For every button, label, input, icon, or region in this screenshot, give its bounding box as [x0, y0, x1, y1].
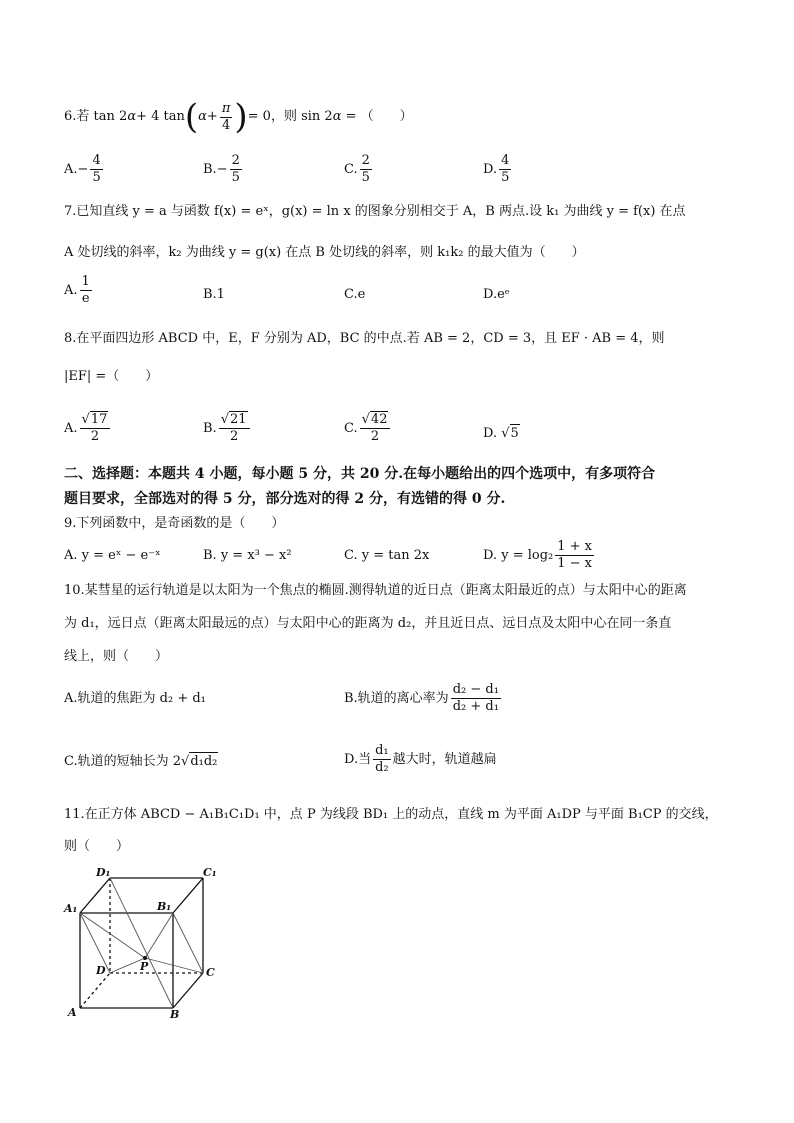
label-p: P: [140, 960, 149, 973]
q8-line2: |EF| =（ ）: [64, 369, 159, 384]
q11-line2: 则（ ）: [64, 839, 130, 854]
section2-heading-line2: 题目要求，全部选对的得 5 分，部分选对的得 2 分，有选错的得 0 分.: [64, 491, 506, 507]
q7-option-a: A. $\frac{1}{e}$: [64, 274, 90, 306]
q8-option-b: B. $\frac{√21}{2}$: [203, 412, 252, 445]
q6-number: 6.: [64, 109, 77, 124]
q7-line2: A 处切线的斜率，k₂ 为曲线 y = g(x) 在点 B 处切线的斜率，则 k₁k₂ 的最大值为（ ）: [64, 245, 585, 260]
q6-formula: tan 2 α + 4 tan ( α + $\frac{\pi}{4}$ ) = 0: [89, 97, 271, 137]
q6-option-c: C. $\frac{2}{5}$: [344, 153, 370, 185]
q8-option-c: C. $\frac{√42}{2}$: [344, 412, 392, 445]
label-a: A: [68, 1006, 77, 1019]
q9-option-c: C. y = tan 2x: [344, 548, 430, 563]
cube-figure: [60, 866, 230, 1026]
q9-option-a: A. y = eˣ − e⁻ˣ: [64, 548, 161, 563]
q9-stem: 9.下列函数中，是奇函数的是（ ）: [64, 516, 285, 531]
q8-line1: 8.在平面四边形 ABCD 中，E，F 分别为 AD，BC 的中点.若 AB = 2，CD = 3，且 EF · AB = 4，则: [64, 331, 665, 346]
q7-option-b: B.1: [203, 287, 225, 302]
q9-option-b: B. y = x³ − x²: [203, 548, 292, 563]
q6-blank: （ ）: [360, 109, 413, 124]
q10-line2: 为 d₁，远日点（距离太阳最远的点）与太阳中心的距离为 d₂，并且近日点、远日点及太阳中心在同一条直: [64, 616, 672, 631]
q10-option-b: B.轨道的离心率为 $\frac{\text{d₂ − d₁}}{\text{d₂ + d₁}}$: [344, 682, 499, 714]
label-c: C: [206, 966, 215, 979]
q10-line3: 线上，则（ ）: [64, 649, 169, 664]
q7-option-d: D.eᵉ: [483, 287, 510, 302]
label-a1: A₁: [64, 902, 78, 915]
q6-option-d: D. $\frac{4}{5}$: [483, 153, 510, 185]
label-b: B: [170, 1008, 180, 1021]
label-b1: B₁: [157, 900, 172, 913]
q10-line1: 10.某彗星的运行轨道是以太阳为一个焦点的椭圆.测得轨道的近日点（距离太阳最近的点）与太阳中心的距离: [64, 583, 687, 598]
q6-option-b: B. − $\frac{2}{5}$: [203, 153, 240, 185]
q9-option-d: D. y = log₂ $\frac{1 + x}{1 - x}$: [483, 539, 593, 571]
label-d: D: [96, 964, 106, 977]
section2-heading-line1: 二、选择题：本题共 4 小题，每小题 5 分，共 20 分.在每小题给出的四个选项中，有多项符合: [64, 466, 656, 482]
q6-option-a: A. − $\frac{4}{5}$: [64, 153, 101, 185]
label-d1: D₁: [96, 866, 111, 879]
q6-pre: 若: [76, 109, 90, 124]
q6-tail: ，则: [270, 109, 297, 124]
q6-target: sin 2α =: [296, 109, 361, 124]
q10-option-a: A.轨道的焦距为 d₂ + d₁: [64, 691, 206, 706]
q8-option-a: A. $\frac{√17}{2}$: [64, 412, 112, 445]
q10-option-d: D.当 $\frac{\text{d₁}}{\text{d₂}}$ 越大时，轨道越扁: [344, 743, 497, 775]
q10-option-c: C.轨道的短轴长为 2 √ d₁d₂: [64, 753, 218, 769]
label-c1: C₁: [203, 866, 217, 879]
q7-line1: 7.已知直线 y = a 与函数 f(x) = eˣ，g(x) = ln x 的图象分别相交于 A，B 两点.设 k₁ 为曲线 y = f(x) 在点: [64, 204, 686, 219]
q11-line1: 11.在正方体 ABCD − A₁B₁C₁D₁ 中，点 P 为线段 BD₁ 上的动点，直线 m 为平面 A₁DP 与平面 B₁CP 的交线，: [64, 807, 718, 822]
q6-stem: [64, 97, 413, 137]
q8-option-d: D. √ 5: [483, 425, 519, 441]
q7-option-c: C.e: [344, 287, 366, 302]
